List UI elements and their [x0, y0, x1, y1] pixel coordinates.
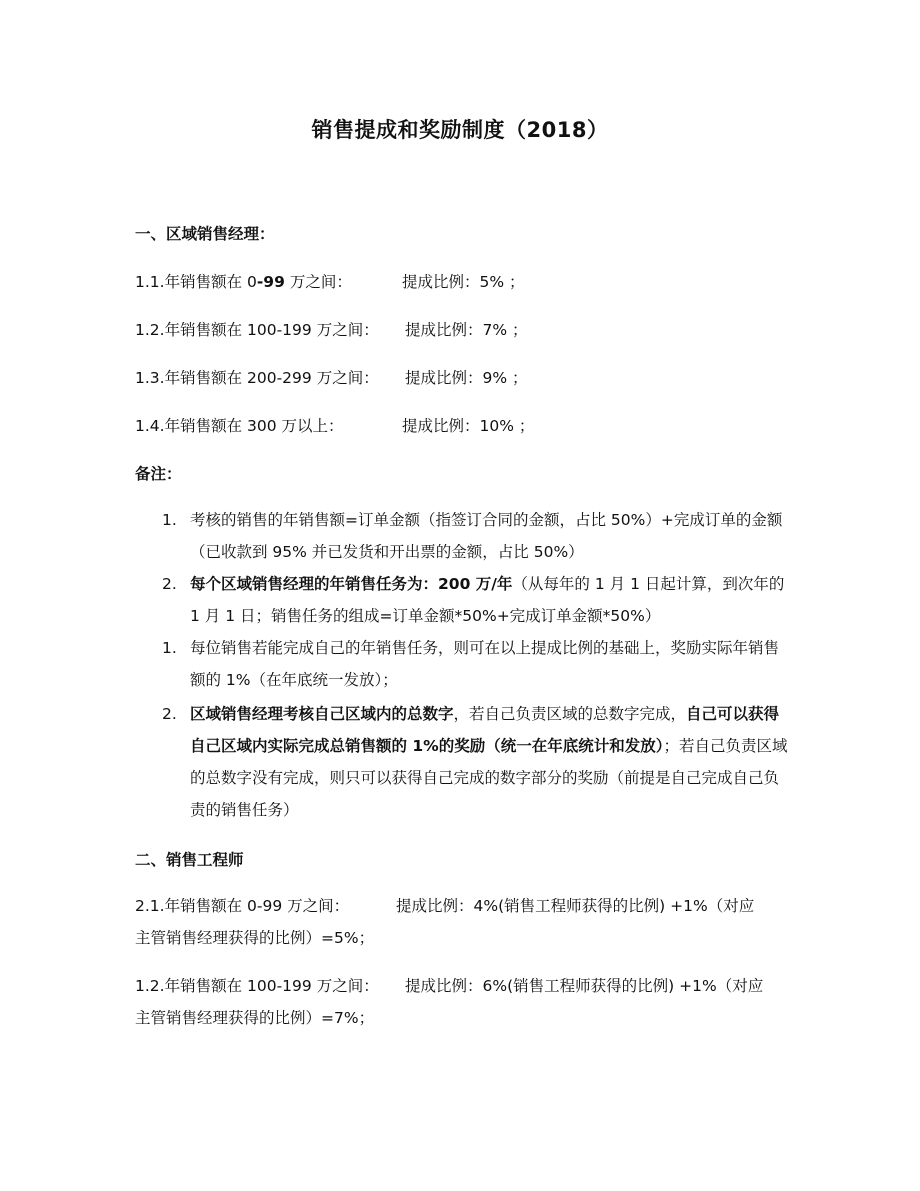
para-rate: 提成比例：4%(销售工程师获得的比例) +1%（对应 [396, 897, 755, 915]
notes-heading: 备注： [135, 465, 182, 483]
para-first-line [135, 970, 785, 1002]
row-label-bold: -99 [256, 273, 285, 291]
para-first-line [135, 890, 785, 922]
note-item [162, 568, 790, 632]
note-rest: （从每年的 1 月 1 日起计算，到次年的 1 月 1 日；销售任务的组成=订单金额*50%+完成订单金额*50%） [190, 575, 785, 625]
row-label-tail: 万之间： [284, 273, 352, 291]
row-rate: 提成比例：7% ； [405, 321, 528, 339]
note-bold-2: 自己可以获得自己区域内实际完成总销售额的 1%的奖励（统一在年底统计和发放） [190, 705, 780, 755]
note-text [190, 698, 790, 826]
note-number: 1. [162, 639, 177, 657]
commission-row [135, 366, 528, 388]
engineer-commission-para [135, 890, 785, 954]
row-label: 1.1.年销售额在 0 [135, 273, 257, 291]
note-text: 每位销售若能完成自己的年销售任务，则可在以上提成比例的基础上，奖励实际年销售额的 1%（在年底统一发放）； [190, 639, 780, 689]
row-label: 1.3.年销售额在 200-299 万之间： [135, 369, 379, 387]
note-rest: ；若自己负责区域的总数字没有完成，则只可以获得自己完成的数字部分的奖励（前提是自己完成自己负责的销售任务） [190, 737, 788, 819]
note-number: 2. [162, 575, 177, 593]
para-label: 2.1.年销售额在 0-99 万之间： [135, 897, 350, 915]
section1-heading: 一、区域销售经理： [135, 225, 275, 243]
note-text [190, 568, 790, 632]
note-bold: 每个区域销售经理的年销售任务为：200 万/年 [190, 575, 513, 593]
commission-row [135, 318, 528, 340]
row-label: 1.2.年销售额在 100-199 万之间： [135, 321, 379, 339]
para-continuation: 主管销售经理获得的比例）=7%； [135, 1009, 375, 1027]
note-item [162, 632, 790, 696]
note-item [162, 698, 790, 826]
commission-row [135, 270, 525, 292]
commission-row [135, 414, 535, 436]
note-mid: ，若自己负责区域的总数字完成， [453, 705, 687, 723]
row-rate: 提成比例：5% ； [402, 273, 525, 291]
para-continuation: 主管销售经理获得的比例）=5%； [135, 929, 375, 947]
row-rate: 提成比例：10% ； [402, 417, 535, 435]
para-rate: 提成比例：6%(销售工程师获得的比例) +1%（对应 [405, 977, 764, 995]
document-title: 销售提成和奖励制度（2018） [311, 118, 609, 142]
para-label: 1.2.年销售额在 100-199 万之间： [135, 977, 379, 995]
row-label: 1.4.年销售额在 300 万以上： [135, 417, 344, 435]
note-item [162, 504, 790, 568]
note-number: 1. [162, 511, 177, 529]
section2-heading: 二、销售工程师 [135, 851, 244, 869]
note-bold: 区域销售经理考核自己区域内的总数字 [190, 705, 454, 723]
engineer-commission-para [135, 970, 785, 1034]
note-text: 考核的销售的年销售额=订单金额（指签订合同的金额，占比 50%）+完成订单的金额（已收款到 95% 并已发货和开出票的金额，占比 50%） [190, 511, 783, 561]
row-rate: 提成比例：9% ； [405, 369, 528, 387]
note-number: 2. [162, 705, 177, 723]
